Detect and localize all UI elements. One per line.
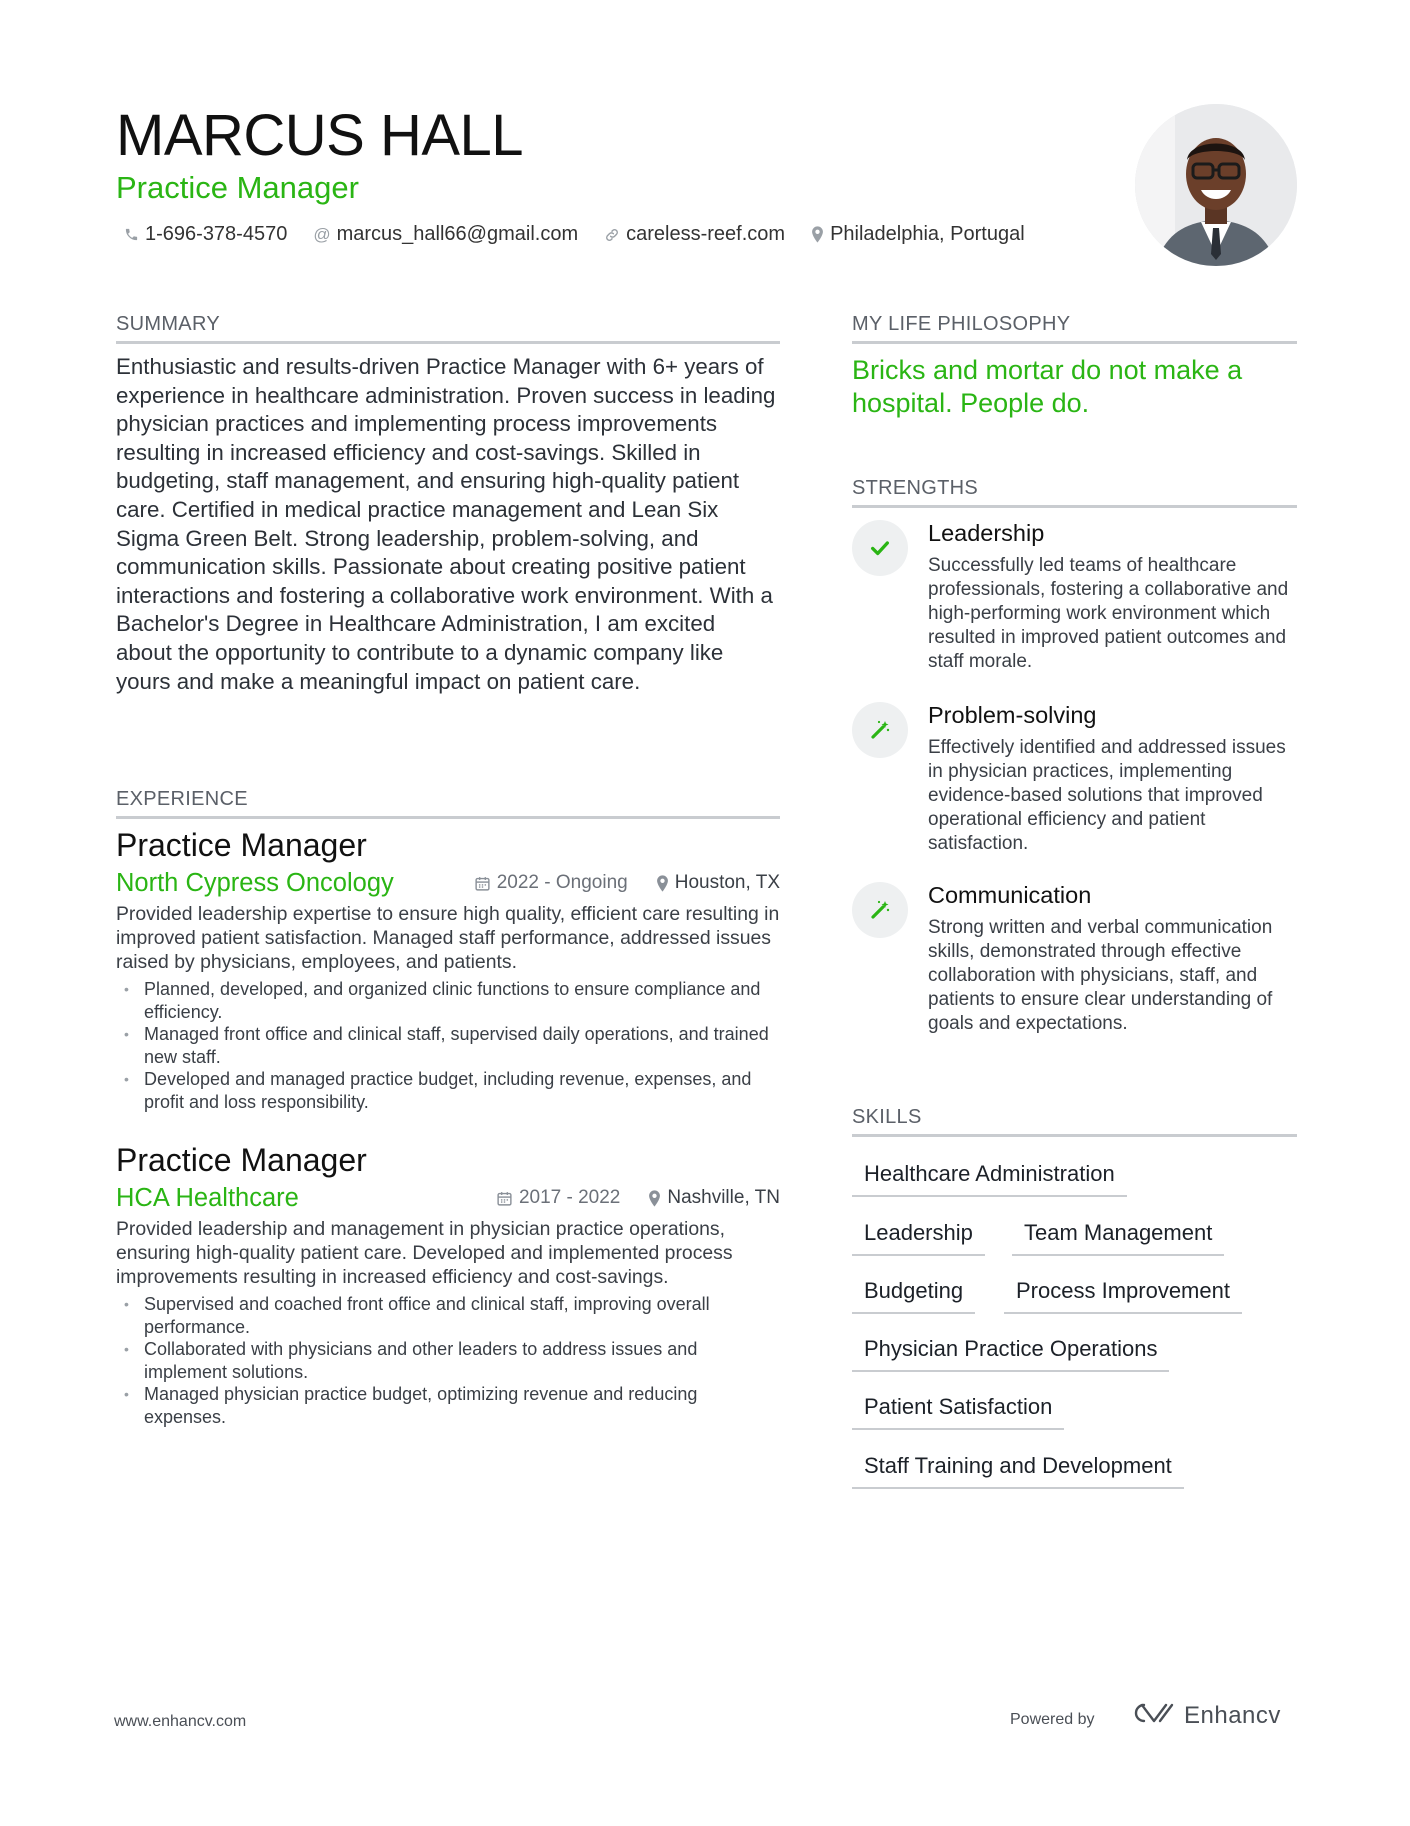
job-title: Practice Manager [116,827,367,863]
bullet-item: • Managed physician practice budget, optimizing revenue and reducing expenses. [116,1383,780,1428]
candidate-title: Practice Manager [116,170,359,205]
contact-phone[interactable] [124,223,287,246]
strength-title: Leadership [928,520,1045,546]
link-icon [604,227,620,243]
magic-wand-icon [852,702,908,758]
job-entry [116,1141,780,1428]
contact-bar [124,223,1025,246]
experience-heading: EXPERIENCE [116,788,780,819]
strengths-heading: STRENGTHS [852,477,1297,508]
bullet-item: • Collaborated with physicians and other leaders to address issues and implement solutions. [116,1338,780,1383]
job-dates [496,1187,620,1209]
job-location [656,872,780,894]
bullet-item: • Developed and managed practice budget, including revenue, expenses, and profit and loss responsibility. [116,1068,780,1113]
magic-wand-icon [852,882,908,938]
powered-by-label: Powered by [1010,1711,1095,1728]
job-bullets [116,978,780,1113]
skill-tag: Process Improvement [1004,1274,1242,1314]
location-text: Philadelphia, Portugal [830,223,1025,245]
footer-website[interactable]: www.enhancv.com [114,1713,247,1730]
phone-text: 1-696-378-4570 [145,223,288,245]
calendar-icon [474,875,491,892]
location-pin-icon [648,1190,661,1207]
skill-tag: Patient Satisfaction [852,1390,1064,1430]
skill-tag: Leadership [852,1216,985,1256]
summary-text: Enthusiastic and results-driven Practice Manager with 6+ years of experience in healthcare administration. Proven success in leading physician practices and implementing process improvements resulting in increased efficiency and cost-savings. Skilled in budgeting, staff management, and ensuring high-quality patient care. Certified in medical practice management and Lean Six Sigma Green Belt. Strong leadership, problem-solving, and communication skills. Passionate about creating positive patient interactions and fostering a collaborative work environment. With a Bachelor's Degree in Healthcare Administration, I am excited about the opportunity to contribute to a dynamic company like yours and make a meaningful impact on patient care. [116,354,776,694]
bullet-item: • Supervised and coached front office and clinical staff, improving overall performance. [116,1293,780,1338]
company-name: North Cypress Oncology [116,868,394,897]
job-dates [474,872,628,894]
strength-title: Communication [928,882,1092,908]
at-icon: @ [313,224,331,244]
job-info-row [116,1181,780,1215]
job-info-row [116,866,780,900]
enhancv-logo[interactable] [1130,1700,1281,1731]
enhancv-logo-text: Enhancv [1184,1701,1281,1729]
skill-tag: Team Management [1012,1216,1224,1256]
company-name: HCA Healthcare [116,1183,299,1212]
location-text: Houston, TX [674,872,780,893]
strength-description: Strong written and verbal communication skills, demonstrated through effective collaboration with physicians, staff, and patients to ensure clear understanding of goals and expectations. [928,917,1273,1034]
skill-tag: Healthcare Administration [852,1157,1127,1197]
location-pin-icon [656,875,669,892]
skill-tag: Staff Training and Development [852,1449,1184,1489]
calendar-icon [496,1190,513,1207]
bullet-item: • Managed front office and clinical staff, supervised daily operations, and trained new staff. [116,1023,780,1068]
contact-email[interactable] [313,223,578,246]
strength-title: Problem-solving [928,702,1097,728]
checkmark-icon [852,520,908,576]
enhancv-logo-icon [1130,1700,1176,1731]
candidate-name: MARCUS HALL [116,103,524,168]
website-text: careless-reef.com [626,223,786,245]
skills-heading: SKILLS [852,1106,1297,1137]
dates-text: 2022 - Ongoing [496,872,628,893]
location-text: Nashville, TN [667,1187,780,1208]
job-entry [116,826,780,1113]
skill-tag: Budgeting [852,1274,975,1314]
summary-heading: SUMMARY [116,313,780,344]
email-text: marcus_hall66@gmail.com [336,223,579,245]
location-pin-icon [811,226,824,243]
bullet-item: • Planned, developed, and organized clinic functions to ensure compliance and efficiency. [116,978,780,1023]
job-bullets [116,1293,780,1428]
skill-tag: Physician Practice Operations [852,1332,1169,1372]
philosophy-heading: MY LIFE PHILOSOPHY [852,313,1297,344]
profile-photo [1135,104,1297,266]
job-location [648,1187,780,1209]
job-description: Provided leadership expertise to ensure high quality, efficient care resulting in improved patient satisfaction. Managed staff performance, addressed issues raised by physicians, employees, and patients. [116,903,780,973]
philosophy-quote: Bricks and mortar do not make a hospital. People do. [852,355,1243,418]
job-description: Provided leadership and management in physician practice operations, ensuring high-quality patient care. Developed and implemented process improvements resulting in increased efficiency and cost-savings. [116,1218,733,1288]
strength-description: Successfully led teams of healthcare professionals, fostering a collaborative and high-performing work environment which resulted in improved patient outcomes and staff morale. [928,555,1289,672]
contact-website[interactable] [604,223,785,246]
strength-description: Effectively identified and addressed issues in physician practices, implementing evidence-based solutions that improved operational efficiency and patient satisfaction. [928,737,1286,854]
dates-text: 2017 - 2022 [518,1187,621,1208]
job-title: Practice Manager [116,1142,367,1178]
phone-icon [124,227,139,242]
contact-location [811,223,1025,246]
